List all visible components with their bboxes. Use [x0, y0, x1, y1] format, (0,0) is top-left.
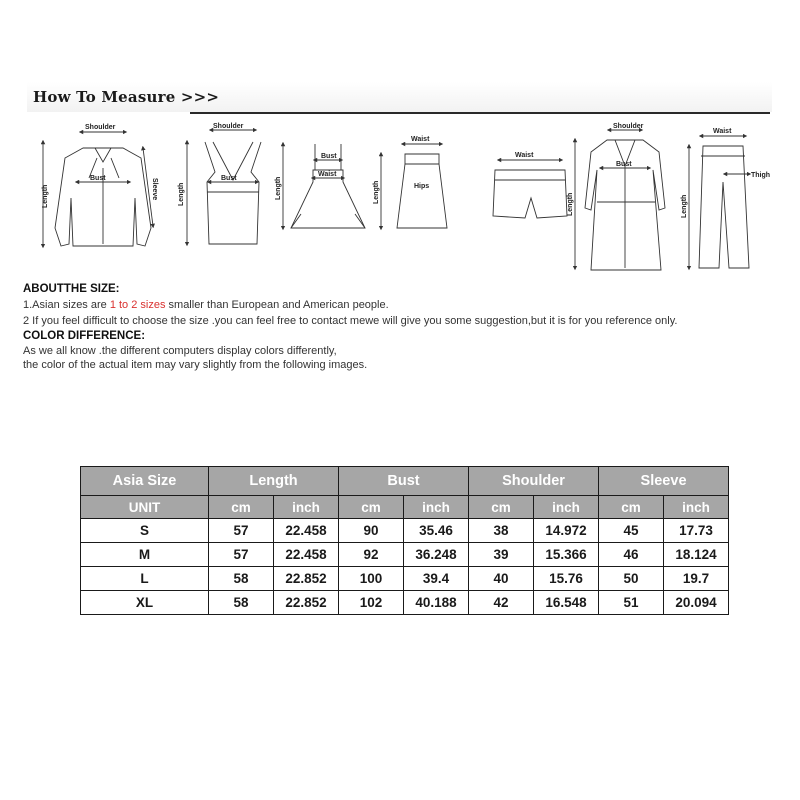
label-shoulder: Shoulder — [85, 124, 116, 131]
table-cell: 17.73 — [664, 519, 729, 543]
label-length: Length — [178, 182, 185, 206]
table-cell: 46 — [599, 543, 664, 567]
size-chart-table — [80, 466, 729, 615]
unit-cell: cm — [209, 496, 274, 519]
label-sleeve: Sleeve — [151, 178, 158, 201]
size-cell: M — [81, 543, 209, 567]
table-cell: 39.4 — [404, 567, 469, 591]
table-cell: 58 — [209, 591, 274, 615]
table-cell: 90 — [339, 519, 404, 543]
label-waist: Waist — [411, 136, 430, 143]
label-waist: Waist — [713, 128, 732, 135]
unit-cell: inch — [534, 496, 599, 519]
unit-cell: inch — [404, 496, 469, 519]
header-length: Length — [209, 467, 339, 496]
coat-diagram — [575, 130, 665, 270]
size-cell: S — [81, 519, 209, 543]
size-cell: L — [81, 567, 209, 591]
table-cell: 22.458 — [274, 543, 339, 567]
label-waist: Waist — [318, 171, 337, 178]
label-bust: Bust — [616, 161, 632, 168]
header-asia-size: Asia Size — [81, 467, 209, 496]
table-row — [81, 591, 729, 615]
table-cell: 22.458 — [274, 519, 339, 543]
size-note-1 — [23, 299, 389, 311]
table-cell: 16.548 — [534, 591, 599, 615]
label-bust: Bust — [321, 153, 337, 160]
label-bust: Bust — [221, 175, 237, 182]
size-cell: XL — [81, 591, 209, 615]
table-cell: 100 — [339, 567, 404, 591]
table-cell: 42 — [469, 591, 534, 615]
table-cell: 51 — [599, 591, 664, 615]
label-thigh: Thigh — [751, 172, 771, 179]
table-cell: 15.366 — [534, 543, 599, 567]
header-bust: Bust — [339, 467, 469, 496]
label-length: Length — [681, 194, 688, 218]
table-cell: 22.852 — [274, 591, 339, 615]
trousers-diagram — [689, 136, 749, 268]
table-cell: 38 — [469, 519, 534, 543]
table-cell: 58 — [209, 567, 274, 591]
color-note-1: As we all know .the different computers display colors differently, — [23, 345, 337, 357]
table-header-row — [81, 467, 729, 496]
table-row — [81, 567, 729, 591]
label-shoulder: Shoulder — [613, 123, 644, 130]
header-shoulder: Shoulder — [469, 467, 599, 496]
unit-cell: inch — [664, 496, 729, 519]
page-title: How To Measure >>> — [33, 88, 220, 106]
header-divider — [190, 112, 770, 114]
table-row — [81, 519, 729, 543]
unit-cell: cm — [599, 496, 664, 519]
table-cell: 35.46 — [404, 519, 469, 543]
table-cell: 15.76 — [534, 567, 599, 591]
color-note-2: the color of the actual item may vary slightly from the following images. — [23, 359, 368, 371]
table-cell: 19.7 — [664, 567, 729, 591]
color-difference-heading: COLOR DIFFERENCE: — [23, 330, 146, 342]
label-length: Length — [275, 176, 282, 200]
table-cell: 36.248 — [404, 543, 469, 567]
blouse-diagram — [43, 132, 153, 246]
header-sleeve: Sleeve — [599, 467, 729, 496]
table-cell: 45 — [599, 519, 664, 543]
unit-cell: inch — [274, 496, 339, 519]
label-bust: Bust — [90, 175, 106, 182]
unit-cell: cm — [339, 496, 404, 519]
table-cell: 39 — [469, 543, 534, 567]
measurement-diagrams — [25, 118, 775, 278]
shorts-diagram — [493, 160, 567, 218]
label-shoulder: Shoulder — [213, 123, 244, 130]
table-cell: 22.852 — [274, 567, 339, 591]
table-cell: 14.972 — [534, 519, 599, 543]
label-length: Length — [373, 180, 380, 204]
table-cell: 20.094 — [664, 591, 729, 615]
table-unit-row — [81, 496, 729, 519]
table-cell: 40.188 — [404, 591, 469, 615]
table-cell: 40 — [469, 567, 534, 591]
size-note-1-tail: smaller than European and American people. — [165, 299, 389, 311]
table-cell: 57 — [209, 519, 274, 543]
table-cell: 57 — [209, 543, 274, 567]
unit-label: UNIT — [81, 496, 209, 519]
size-note-1-highlight: 1 to 2 sizes — [109, 299, 166, 311]
table-cell: 102 — [339, 591, 404, 615]
label-length: Length — [567, 192, 574, 216]
table-cell: 50 — [599, 567, 664, 591]
size-note-2: 2 If you feel difficult to choose the size .you can feel free to contact mewe will give you some suggestion,but it is for you reference only. — [23, 315, 678, 327]
table-cell: 18.124 — [664, 543, 729, 567]
label-length: Length — [42, 184, 49, 208]
label-hips: Hips — [414, 183, 430, 190]
about-size-heading: ABOUTTHE SIZE: — [23, 283, 120, 295]
table-cell: 92 — [339, 543, 404, 567]
label-waist: Waist — [515, 152, 534, 159]
tank-top-diagram — [187, 130, 261, 244]
table-row — [81, 543, 729, 567]
size-note-1-text: 1.Asian sizes are — [23, 299, 110, 311]
unit-cell: cm — [469, 496, 534, 519]
